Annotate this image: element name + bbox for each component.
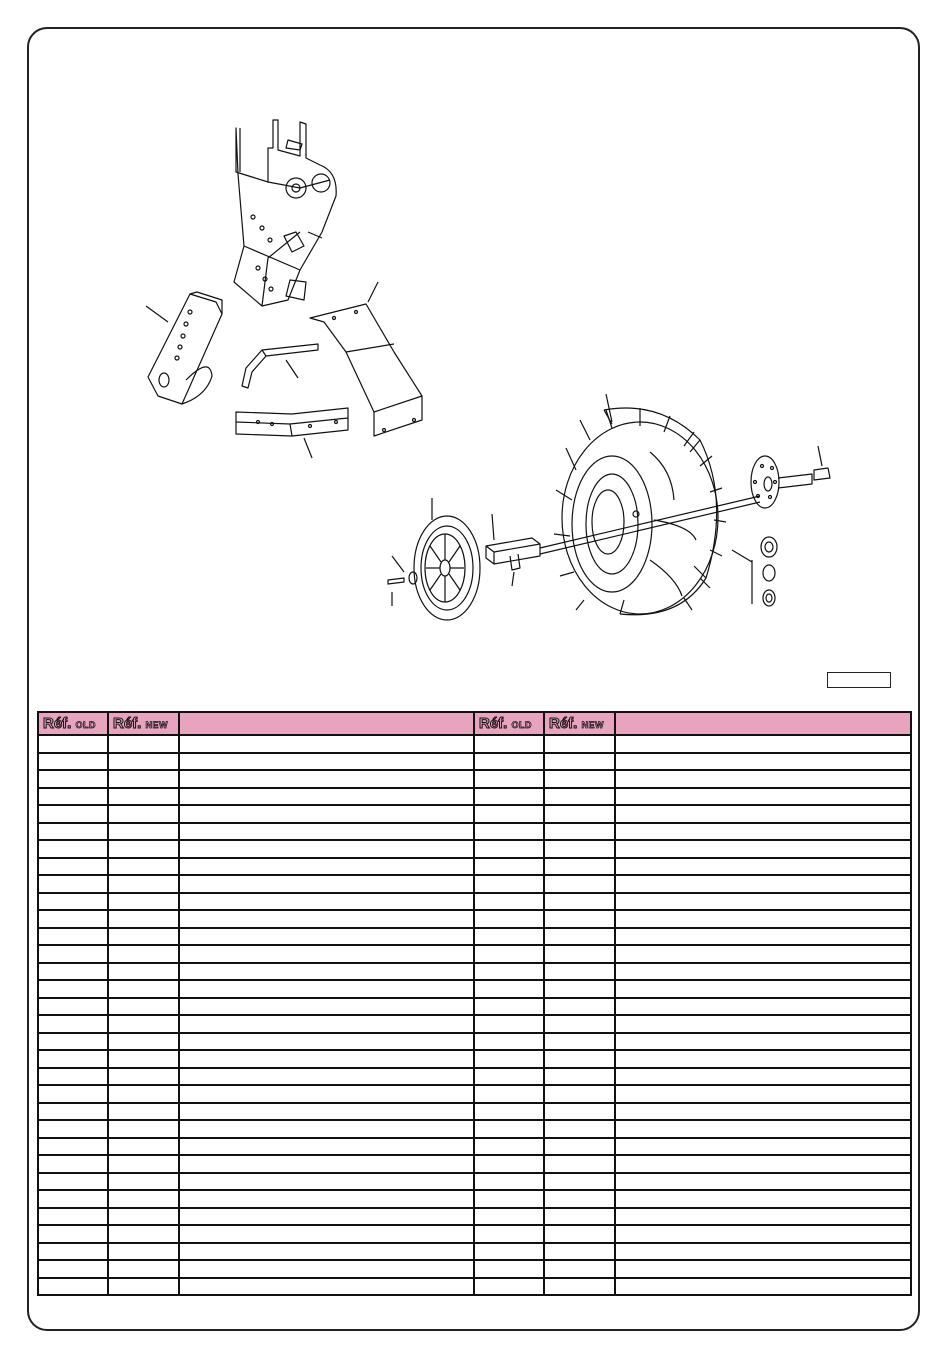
- table-cell: [38, 1225, 108, 1243]
- table-cell: [474, 998, 544, 1016]
- table-cell: [179, 1155, 474, 1173]
- table-cell: [544, 1278, 615, 1296]
- table-row: [38, 735, 911, 753]
- table-cell: [544, 893, 615, 911]
- table-cell: [544, 1225, 615, 1243]
- table-cell: [108, 945, 179, 963]
- table-cell: [615, 1260, 911, 1278]
- table-cell: [474, 1050, 544, 1068]
- table-cell: [615, 910, 911, 928]
- table-cell: [38, 1173, 108, 1191]
- table-row: [38, 910, 911, 928]
- table-cell: [615, 1173, 911, 1191]
- table-cell: [615, 1033, 911, 1051]
- table-cell: [474, 770, 544, 788]
- table-cell: [179, 1190, 474, 1208]
- table-cell: [544, 788, 615, 806]
- table-row: [38, 823, 911, 841]
- table-cell: [38, 998, 108, 1016]
- table-cell: [615, 858, 911, 876]
- table-cell: [179, 1243, 474, 1261]
- table-cell: [544, 1155, 615, 1173]
- table-cell: [179, 1173, 474, 1191]
- table-cell: [38, 1190, 108, 1208]
- table-cell: [544, 875, 615, 893]
- table-cell: [474, 753, 544, 771]
- table-cell: [474, 1015, 544, 1033]
- table-cell: [544, 840, 615, 858]
- table-cell: [544, 1120, 615, 1138]
- table-cell: [108, 893, 179, 911]
- table-cell: [474, 980, 544, 998]
- table-cell: [615, 1225, 911, 1243]
- table-cell: [615, 823, 911, 841]
- table-header-row: [38, 712, 911, 735]
- table-cell: [544, 1208, 615, 1226]
- table-row: [38, 1050, 911, 1068]
- table-cell: [544, 1103, 615, 1121]
- table-cell: [615, 1085, 911, 1103]
- table-cell: [38, 1050, 108, 1068]
- flat-bar: [236, 408, 348, 458]
- header-description: [179, 712, 474, 735]
- table-cell: [38, 823, 108, 841]
- table-row: [38, 858, 911, 876]
- table-cell: [179, 963, 474, 981]
- table-cell: [474, 1208, 544, 1226]
- table-cell: [108, 1068, 179, 1086]
- table-cell: [179, 945, 474, 963]
- table-cell: [108, 735, 179, 753]
- table-row: [38, 1173, 911, 1191]
- table-cell: [544, 1050, 615, 1068]
- table-row: [38, 1138, 911, 1156]
- table-cell: [38, 788, 108, 806]
- table-cell: [179, 770, 474, 788]
- table-row: [38, 980, 911, 998]
- table-cell: [38, 1120, 108, 1138]
- table-cell: [615, 1103, 911, 1121]
- table-cell: [474, 1033, 544, 1051]
- table-cell: [38, 963, 108, 981]
- table-row: [38, 1278, 911, 1296]
- tube-post: [146, 292, 222, 404]
- table-row: [38, 1015, 911, 1033]
- table-cell: [179, 980, 474, 998]
- table-cell: [615, 1208, 911, 1226]
- table-cell: [108, 788, 179, 806]
- table-cell: [108, 1260, 179, 1278]
- parts-table: [37, 711, 912, 1296]
- table-cell: [615, 1190, 911, 1208]
- table-cell: [544, 928, 615, 946]
- table-cell: [474, 735, 544, 753]
- table-cell: [38, 910, 108, 928]
- table-cell: [615, 928, 911, 946]
- table-cell: [544, 963, 615, 981]
- table-cell: [108, 1190, 179, 1208]
- table-cell: [179, 910, 474, 928]
- table-cell: [179, 1068, 474, 1086]
- table-cell: [108, 1033, 179, 1051]
- table-cell: [179, 858, 474, 876]
- table-cell: [38, 858, 108, 876]
- table-cell: [108, 840, 179, 858]
- table-cell: [474, 823, 544, 841]
- cover-plate: [310, 282, 422, 436]
- table-cell: [474, 840, 544, 858]
- table-cell: [38, 1068, 108, 1086]
- table-cell: [179, 823, 474, 841]
- table-cell: [474, 1225, 544, 1243]
- table-cell: [108, 1085, 179, 1103]
- table-cell: [179, 998, 474, 1016]
- table-cell: [38, 770, 108, 788]
- table-cell: [108, 998, 179, 1016]
- table-cell: [179, 1033, 474, 1051]
- table-row: [38, 1068, 911, 1086]
- table-cell: [615, 770, 911, 788]
- table-cell: [179, 893, 474, 911]
- table-cell: [544, 823, 615, 841]
- table-cell: [615, 1155, 911, 1173]
- table-cell: [615, 945, 911, 963]
- table-cell: [474, 805, 544, 823]
- table-cell: [474, 963, 544, 981]
- table-row: [38, 1243, 911, 1261]
- table-cell: [108, 858, 179, 876]
- table-cell: [179, 1278, 474, 1296]
- table-cell: [38, 1155, 108, 1173]
- table-row: [38, 788, 911, 806]
- table-cell: [179, 840, 474, 858]
- table-cell: [108, 928, 179, 946]
- table-row: [38, 928, 911, 946]
- header-ref-old-2: Réf. OLD: [474, 712, 544, 735]
- table-row: [38, 875, 911, 893]
- table-cell: [474, 1190, 544, 1208]
- table-cell: [544, 910, 615, 928]
- table-cell: [108, 1155, 179, 1173]
- table-cell: [474, 1173, 544, 1191]
- table-row: [38, 805, 911, 823]
- bearing-set: [732, 537, 777, 606]
- table-cell: [108, 875, 179, 893]
- table-cell: [38, 1260, 108, 1278]
- table-cell: [179, 1050, 474, 1068]
- table-cell: [38, 1278, 108, 1296]
- table-cell: [108, 1278, 179, 1296]
- table-row: [38, 1208, 911, 1226]
- table-cell: [179, 1138, 474, 1156]
- table-cell: [474, 1085, 544, 1103]
- table-cell: [474, 1260, 544, 1278]
- table-row: [38, 1103, 911, 1121]
- table-cell: [615, 980, 911, 998]
- table-cell: [615, 1138, 911, 1156]
- table-cell: [474, 945, 544, 963]
- table-cell: [544, 980, 615, 998]
- table-cell: [544, 1190, 615, 1208]
- header-description-2: [615, 712, 911, 735]
- table-cell: [544, 1260, 615, 1278]
- table-cell: [544, 998, 615, 1016]
- table-cell: [38, 945, 108, 963]
- table-cell: [108, 1050, 179, 1068]
- table-cell: [108, 1015, 179, 1033]
- table-cell: [615, 1278, 911, 1296]
- table-cell: [179, 753, 474, 771]
- table-cell: [615, 788, 911, 806]
- angle-bracket: [242, 344, 318, 388]
- table-cell: [474, 1278, 544, 1296]
- table-cell: [108, 1120, 179, 1138]
- table-cell: [474, 1068, 544, 1086]
- header-ref-old: Réf. OLD: [38, 712, 108, 735]
- table-row: [38, 1155, 911, 1173]
- table-cell: [474, 1120, 544, 1138]
- table-cell: [615, 893, 911, 911]
- table-cell: [615, 875, 911, 893]
- table-cell: [474, 910, 544, 928]
- table-cell: [474, 893, 544, 911]
- reference-box: [827, 672, 891, 688]
- table-cell: [108, 980, 179, 998]
- table-cell: [38, 1138, 108, 1156]
- table-row: [38, 1085, 911, 1103]
- table-cell: [108, 963, 179, 981]
- table-cell: [544, 753, 615, 771]
- table-cell: [474, 928, 544, 946]
- header-ref-new: Réf. NEW: [108, 712, 179, 735]
- table-cell: [108, 1173, 179, 1191]
- table-row: [38, 963, 911, 981]
- table-cell: [544, 1243, 615, 1261]
- table-cell: [38, 1015, 108, 1033]
- table-cell: [615, 1068, 911, 1086]
- table-cell: [108, 910, 179, 928]
- table-row: [38, 998, 911, 1016]
- header-ref-new-2: Réf. NEW: [544, 712, 615, 735]
- table-row: [38, 753, 911, 771]
- table-cell: [108, 770, 179, 788]
- table-cell: [179, 1120, 474, 1138]
- table-cell: [615, 735, 911, 753]
- table-cell: [179, 788, 474, 806]
- parts-table-body: [38, 735, 911, 1295]
- table-cell: [108, 1138, 179, 1156]
- table-cell: [179, 1260, 474, 1278]
- table-cell: [544, 770, 615, 788]
- table-cell: [108, 753, 179, 771]
- table-cell: [108, 1225, 179, 1243]
- wheel-cover: [414, 498, 480, 620]
- table-row: [38, 893, 911, 911]
- table-cell: [38, 805, 108, 823]
- table-cell: [615, 1243, 911, 1261]
- table-cell: [615, 963, 911, 981]
- table-cell: [108, 1103, 179, 1121]
- table-row: [38, 1260, 911, 1278]
- table-cell: [615, 998, 911, 1016]
- table-cell: [38, 1208, 108, 1226]
- table-cell: [108, 805, 179, 823]
- table-cell: [179, 1015, 474, 1033]
- table-cell: [179, 1085, 474, 1103]
- table-cell: [615, 753, 911, 771]
- table-cell: [38, 893, 108, 911]
- table-cell: [38, 1243, 108, 1261]
- table-cell: [544, 735, 615, 753]
- table-cell: [179, 1208, 474, 1226]
- table-cell: [615, 1120, 911, 1138]
- table-cell: [38, 1085, 108, 1103]
- table-cell: [179, 928, 474, 946]
- table-cell: [474, 1243, 544, 1261]
- table-row: [38, 1225, 911, 1243]
- table-row: [38, 770, 911, 788]
- table-row: [38, 1120, 911, 1138]
- table-cell: [38, 928, 108, 946]
- table-cell: [544, 858, 615, 876]
- table-cell: [474, 1103, 544, 1121]
- table-cell: [474, 858, 544, 876]
- table-cell: [544, 1033, 615, 1051]
- table-cell: [474, 788, 544, 806]
- frame-bracket: [234, 120, 336, 306]
- table-cell: [474, 1138, 544, 1156]
- table-row: [38, 1033, 911, 1051]
- table-cell: [615, 840, 911, 858]
- table-cell: [38, 875, 108, 893]
- table-cell: [38, 753, 108, 771]
- table-cell: [179, 1103, 474, 1121]
- table-cell: [544, 1085, 615, 1103]
- table-cell: [108, 823, 179, 841]
- table-cell: [544, 1068, 615, 1086]
- table-cell: [38, 1103, 108, 1121]
- table-cell: [108, 1208, 179, 1226]
- table-cell: [38, 735, 108, 753]
- table-cell: [544, 805, 615, 823]
- table-cell: [615, 805, 911, 823]
- table-row: [38, 1190, 911, 1208]
- table-cell: [615, 1050, 911, 1068]
- table-cell: [38, 840, 108, 858]
- table-row: [38, 840, 911, 858]
- table-cell: [38, 1033, 108, 1051]
- table-cell: [544, 1015, 615, 1033]
- table-cell: [474, 1155, 544, 1173]
- bolt-washer: [388, 556, 417, 606]
- table-cell: [544, 1138, 615, 1156]
- table-row: [38, 945, 911, 963]
- table-cell: [179, 735, 474, 753]
- table-cell: [544, 945, 615, 963]
- hub-flange: [751, 446, 830, 508]
- table-cell: [38, 980, 108, 998]
- table-cell: [474, 875, 544, 893]
- table-cell: [179, 805, 474, 823]
- tractor-tire: [554, 394, 726, 615]
- table-cell: [179, 1225, 474, 1243]
- table-cell: [179, 875, 474, 893]
- table-cell: [544, 1173, 615, 1191]
- table-cell: [108, 1243, 179, 1261]
- table-cell: [615, 1015, 911, 1033]
